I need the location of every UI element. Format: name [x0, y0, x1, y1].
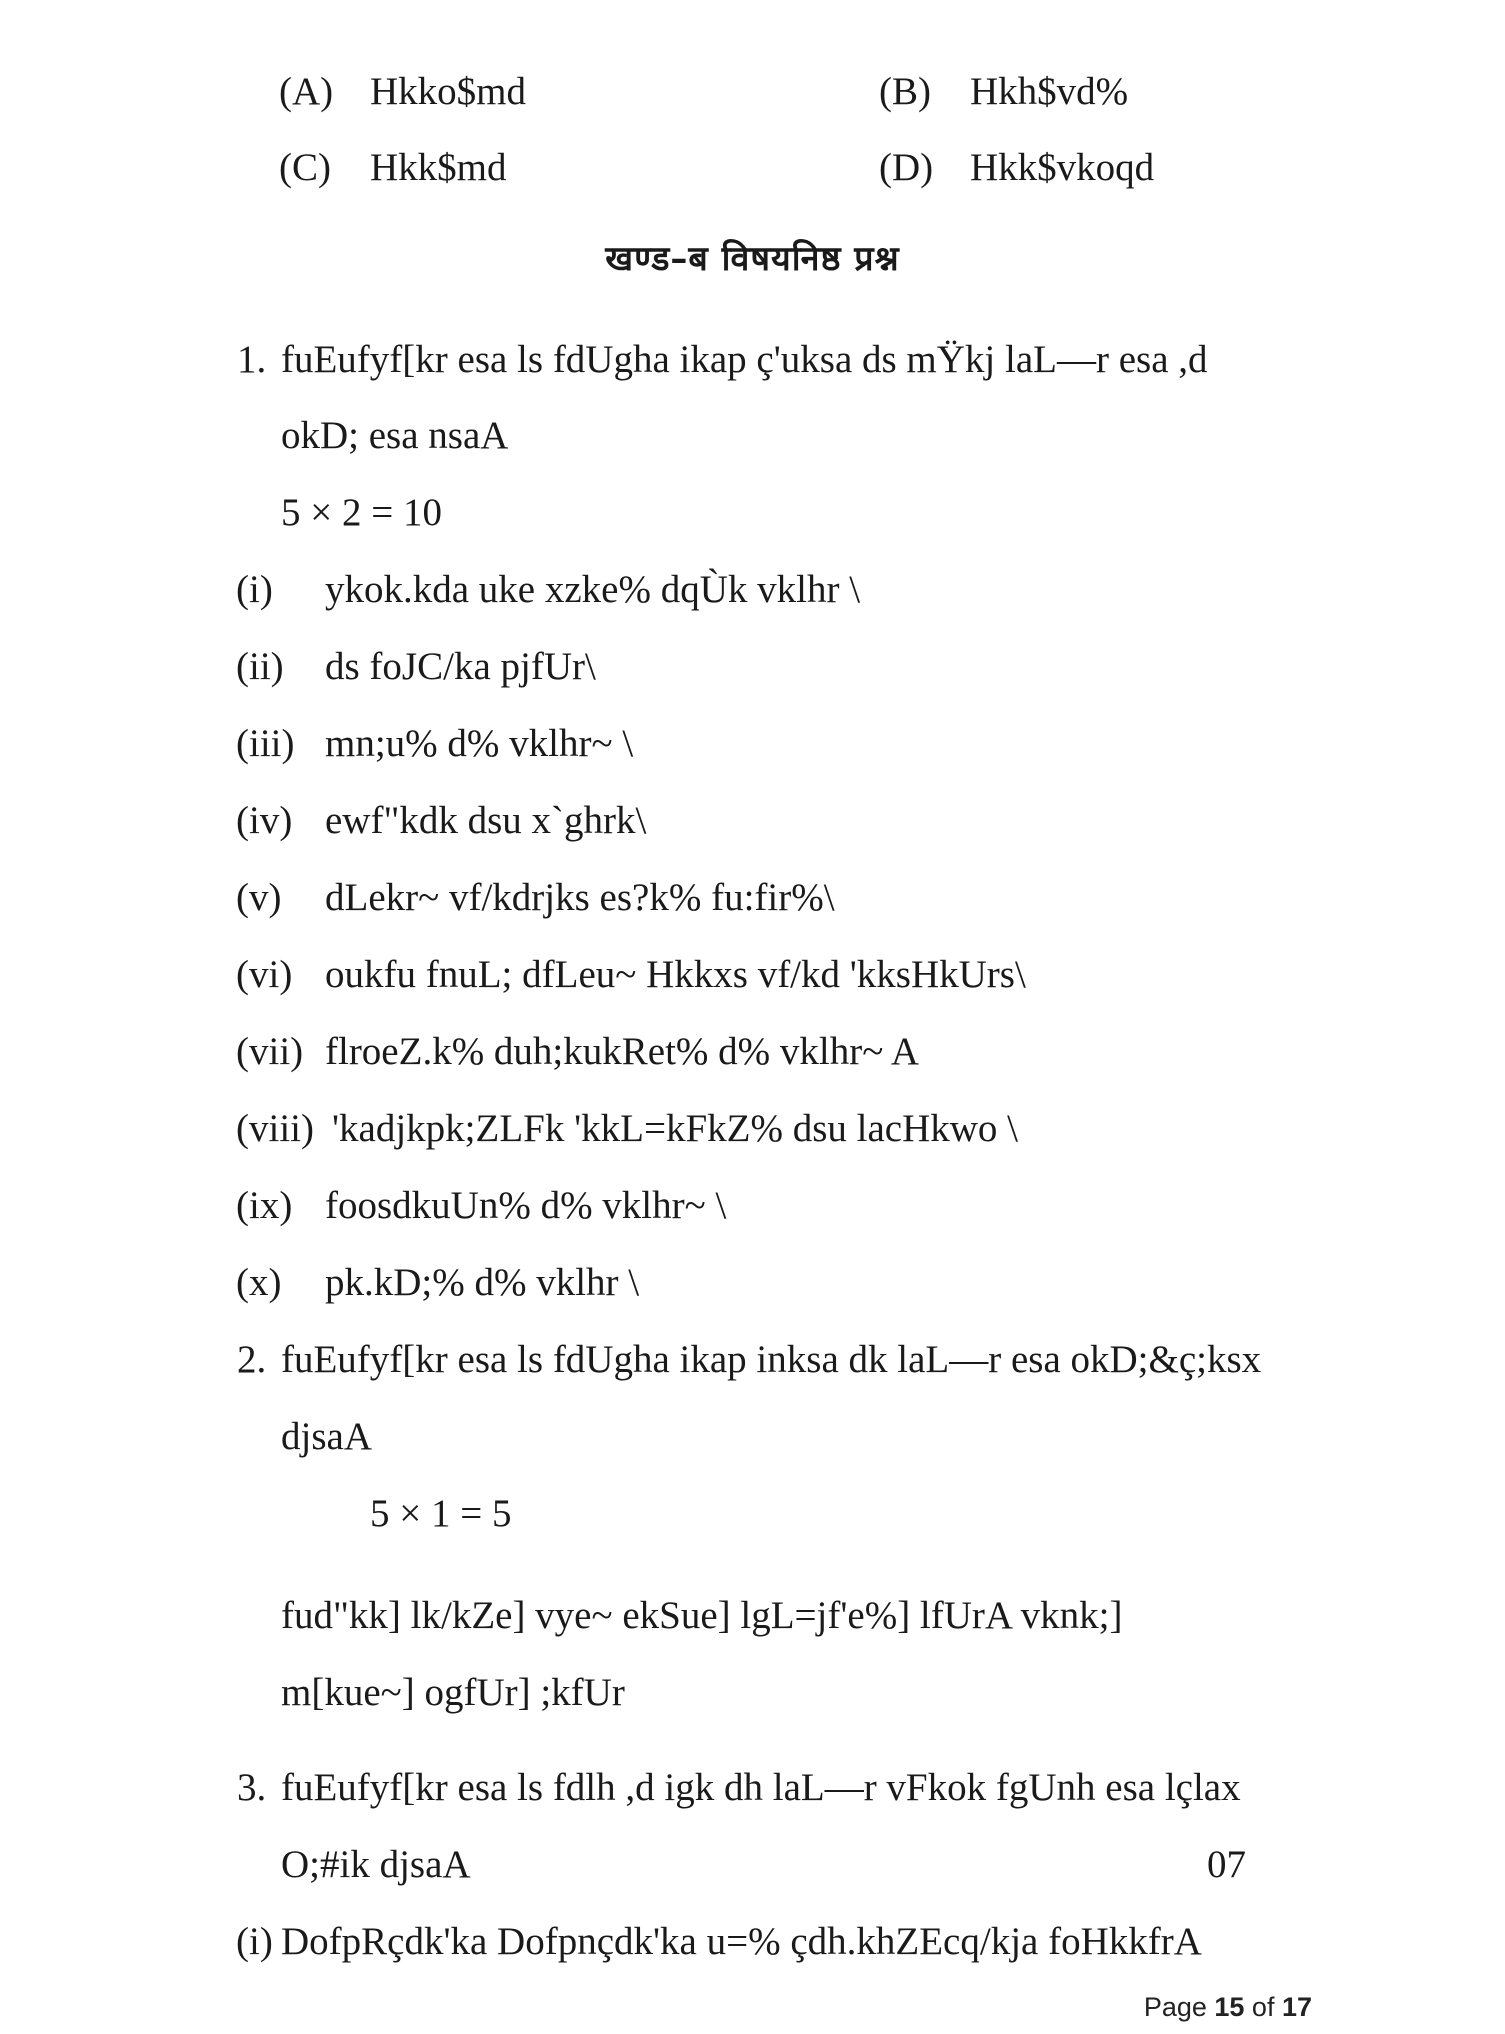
q2-words-line1: fud"kk] lk/kZe] vye~ ekSue] lgL=jf'e%] lfUrA vknk;] [281, 1594, 1123, 1637]
q1-item-iv-text: ewf"kdk dsu x`ghrk\ [325, 799, 647, 842]
q3-text-line1: fuEufyf[kr esa ls fdlh ,d igk dh laL—r vFkok fgUnh esa lçlax [281, 1766, 1241, 1809]
option-c-label: (C) [279, 146, 331, 189]
section-title: खण्ड–ब विषयनिष्ठ प्रश्न [605, 239, 900, 279]
option-d-text: Hkk$vkoqd [970, 146, 1155, 189]
q1-item-vii-num: (vii) [236, 1030, 304, 1073]
q1-item-iii-num: (iii) [236, 722, 295, 765]
q3-marks: 07 [1207, 1843, 1246, 1886]
q1-item-vi-num: (vi) [236, 953, 293, 996]
q1-text-line2: okD; esa nsaA [281, 414, 509, 457]
page-footer [1144, 1994, 1312, 2021]
q1-text-line1: fuEufyf[kr esa ls fdUgha ikap ç'uksa ds mŸkj laL—r esa ,d [281, 338, 1208, 381]
option-b-text: Hkh$vd% [970, 70, 1129, 113]
current-page: 15 [1214, 1992, 1245, 2022]
q1-item-vi-text: oukfu fnuL; dfLeu~ Hkkxs vf/kd 'kksHkUrs\ [325, 953, 1026, 996]
q1-item-i-num: (i) [236, 568, 273, 611]
q1-item-x-num: (x) [236, 1261, 282, 1304]
q1-marks: 5 × 2 = 10 [281, 491, 442, 534]
q1-item-viii-num: (viii) [236, 1107, 314, 1150]
q1-item-x-text: pk.kD;% d% vklhr \ [325, 1261, 640, 1304]
q2-marks: 5 × 1 = 5 [370, 1492, 512, 1535]
q1-item-i-text: ykok.kda uke xzke% dqÙk vklhr \ [325, 568, 861, 611]
q1-item-ix-num: (ix) [236, 1184, 293, 1227]
q1-item-ii-text: ds foJC/ka pjfUr\ [325, 645, 596, 688]
page-prefix: Page [1143, 1992, 1215, 2022]
q1-item-iv-num: (iv) [236, 799, 293, 842]
option-d-label: (D) [879, 146, 934, 189]
q1-item-v-text: dLekr~ vf/kdrjks es?k% fu:fir%\ [325, 876, 835, 919]
q3-text-line2: O;#ik djsaA [281, 1843, 471, 1886]
q1-item-viii-text: 'kadjkpk;ZLFk 'kkL=kFkZ% dsu lacHkwo \ [332, 1107, 1018, 1150]
q3-item-i-num: (i) [236, 1920, 273, 1963]
q1-item-ix-text: foosdkuUn% d% vklhr~ \ [325, 1184, 727, 1227]
q2-number: 2. [237, 1338, 267, 1381]
q1-item-vii-text: flroeZ.k% duh;kukRet% d% vklhr~ A [325, 1030, 920, 1073]
option-b-label: (B) [879, 70, 931, 113]
total-pages: 17 [1281, 1992, 1312, 2022]
q1-item-v-num: (v) [236, 876, 282, 919]
q1-number: 1. [237, 338, 267, 381]
q2-text-line1: fuEufyf[kr esa ls fdUgha ikap inksa dk laL—r esa okD;&ç;ksx [281, 1338, 1262, 1381]
q3-item-i-text: DofpRçdk'ka Dofpnçdk'ka u=% çdh.khZEcq/kja foHkkfrA [281, 1920, 1202, 1963]
q3-number: 3. [237, 1766, 267, 1809]
option-a-text: Hkko$md [370, 70, 526, 113]
option-a-label: (A) [279, 70, 334, 113]
q1-item-iii-text: mn;u% d% vklhr~ \ [325, 722, 634, 765]
option-c-text: Hkk$md [370, 146, 507, 189]
page-separator: of [1244, 1992, 1282, 2022]
q2-words-line2: m[kue~] ogfUr] ;kfUr [281, 1671, 625, 1714]
q2-text-line2: djsaA [281, 1415, 372, 1458]
q1-item-ii-num: (ii) [236, 645, 284, 688]
